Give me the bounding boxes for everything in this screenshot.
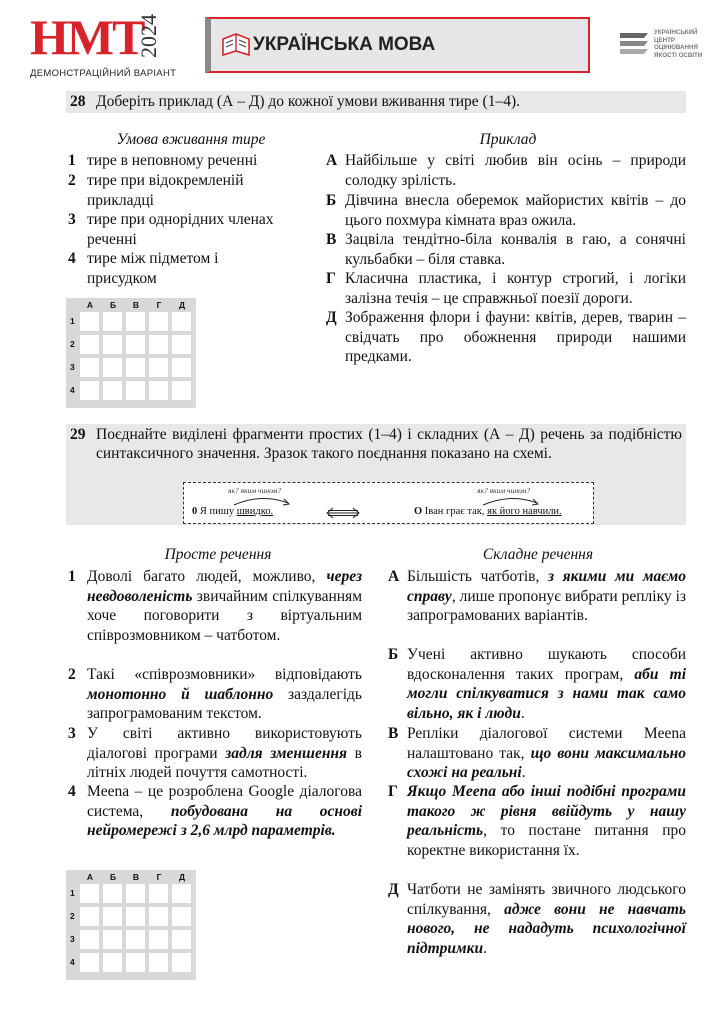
answer-grid-29 [66, 870, 196, 980]
answer-cell[interactable] [126, 335, 145, 354]
complex-sentence: Г Якщо Meena або інші подібні програми такого ж рівня ввійдуть у нашу реальність, то постане питання про коректне використання їх. [388, 783, 686, 859]
grid-row-label: 3 [70, 362, 75, 372]
answer-cell[interactable] [80, 884, 99, 903]
grid-column-label: А [86, 872, 94, 882]
task-text: Доберіть приклад (А – Д) до кожної умови вживання тире (1–4). [96, 93, 521, 110]
answer-cell[interactable] [103, 953, 122, 972]
variant-label: ДЕМОНСТРАЦІЙНИЙ ВАРІАНТ [30, 68, 177, 79]
answer-cell[interactable] [103, 312, 122, 331]
scheme-simple-sentence: 0 Я пишу швидко. [192, 506, 274, 517]
answer-cell[interactable] [172, 930, 191, 949]
answer-cell[interactable] [172, 953, 191, 972]
task-28-prompt [66, 91, 686, 113]
answer-cell[interactable] [80, 335, 99, 354]
scheme-question: як? яким чином? [477, 486, 531, 495]
grid-row-label: 3 [70, 934, 75, 944]
answer-cell[interactable] [126, 358, 145, 377]
task-number: 28 [70, 93, 86, 110]
answer-cell[interactable] [149, 312, 168, 331]
answer-cell[interactable] [126, 953, 145, 972]
complex-sentence: А Більшість чатботів, з якими ми маємо справу, лише пропонує вибрати репліку із запрограмованих варіантів. [388, 568, 687, 625]
grid-column-label: А [86, 300, 94, 310]
example-item: Д Зображення флори і фауни: квітів, дерев, тварин – свідчать про обожнення природи нашими предками. [326, 309, 686, 366]
grid-column-label: В [132, 872, 140, 882]
complex-sentence: В Репліки діалогової системи Meena налаштовано так, що вони максимально схожі на реальні. [388, 725, 687, 782]
answer-cell[interactable] [103, 358, 122, 377]
ucequality-logo [618, 27, 718, 63]
scheme-complex-sentence: О Іван грає так, як його навчили. [414, 506, 562, 517]
complex-sentence: Д Чатботи не замінять звичного людського спілкування, адже вони не навчать нового, не нададуть психологічної підтримки. [388, 881, 686, 957]
complex-sentence: Б Учені активно шукають способи вдосконалення таких програм, аби ті могли спілкуватися з нами так само вільно, як і люди. [388, 646, 687, 722]
grid-column-label: В [132, 300, 140, 310]
book-icon [221, 31, 251, 59]
condition-item: 3 тире при однорідних членах реченні [68, 211, 274, 248]
subject-banner [205, 17, 590, 73]
condition-item: 1 тире в неповному реченні [68, 152, 258, 169]
answer-cell[interactable] [172, 381, 191, 400]
center-name: УКРАЇНСЬКИЙ ЦЕНТР ОЦІНЮВАННЯ ЯКОСТІ ОСВІТИ [654, 29, 703, 59]
grid-row-label: 4 [70, 957, 75, 967]
answer-cell[interactable] [149, 930, 168, 949]
condition-item: 4 тире між підметом і присудком [68, 250, 219, 287]
logo-text: НМТ [30, 9, 144, 65]
answer-cell[interactable] [149, 907, 168, 926]
grid-column-label: Г [156, 872, 162, 882]
answer-cell[interactable] [80, 312, 99, 331]
grid-column-label: Д [178, 872, 186, 882]
answer-cell[interactable] [149, 884, 168, 903]
simple-sentence: 4 Meena – це розроблена Google діалогова система, побудована на основі нейромережі з 2,6 млрд параметрів. [68, 783, 362, 840]
answer-cell[interactable] [126, 381, 145, 400]
subject-title: УКРАЇНСЬКА МОВА [253, 34, 436, 55]
answer-cell[interactable] [80, 381, 99, 400]
answer-cell[interactable] [172, 907, 191, 926]
answer-cell[interactable] [103, 884, 122, 903]
scheme-question: як? яким чином? [228, 486, 282, 495]
grid-column-label: Б [109, 300, 117, 310]
task-text: Поєднайте виділені фрагменти простих (1–4) і складних (А – Д) речень за подібністю синтаксичного значення. Зразок такого поєднання показано на схемі. [96, 426, 682, 462]
answer-cell[interactable] [103, 907, 122, 926]
grid-row-label: 1 [70, 888, 75, 898]
answer-cell[interactable] [126, 930, 145, 949]
answer-cell[interactable] [80, 907, 99, 926]
double-arrow-icon [326, 507, 360, 519]
task-number: 29 [70, 426, 86, 443]
simple-sentence: 1 Доволі багато людей, можливо, через невдоволеність звичайним спілкуванням хоче поговорити з віртуальним співрозмовником – чатботом. [68, 568, 362, 644]
column-title: Приклад [479, 131, 537, 148]
answer-cell[interactable] [80, 358, 99, 377]
answer-cell[interactable] [80, 953, 99, 972]
grid-column-label: Д [178, 300, 186, 310]
grid-row-label: 1 [70, 316, 75, 326]
answer-cell[interactable] [172, 884, 191, 903]
nmt-logo [30, 9, 200, 82]
column-title: Складне речення [482, 546, 594, 563]
answer-cell[interactable] [149, 953, 168, 972]
answer-cell[interactable] [103, 930, 122, 949]
center-logo-icon [618, 29, 650, 59]
column-title: Просте речення [164, 546, 272, 563]
example-item: Г Класична пластика, і контур строгий, і логіки залізна течія – це справжньої поезії дороги. [326, 270, 686, 307]
example-item: В Зацвіла тендітно-біла конвалія в гаю, а сонячні кульбабки – біля ставка. [326, 231, 686, 268]
answer-cell[interactable] [172, 312, 191, 331]
logo-year: 2024 [136, 14, 161, 58]
answer-cell[interactable] [103, 381, 122, 400]
grid-row-label: 2 [70, 911, 75, 921]
answer-grid-28 [66, 298, 196, 408]
simple-sentence: 2 Такі «співрозмовники» відповідають монотонно й шаблонно заздалегідь запрограмованим текстом. [68, 666, 362, 723]
example-item: Б Дівчина внесла оберемок майористих квітів – до цього похмура кімната враз ожила. [326, 192, 686, 229]
answer-cell[interactable] [149, 335, 168, 354]
column-title: Умова вживання тире [116, 131, 266, 148]
grid-column-label: Г [156, 300, 162, 310]
grid-row-label: 4 [70, 385, 75, 395]
answer-cell[interactable] [149, 358, 168, 377]
answer-cell[interactable] [172, 358, 191, 377]
answer-cell[interactable] [149, 381, 168, 400]
example-item: А Найбільше у світі любив він осінь – природи солодку зрілість. [326, 152, 686, 189]
grid-column-label: Б [109, 872, 117, 882]
simple-sentence: 3 У світі активно використовують діалогові програми задля зменшення в літніх людей почуття самотності. [68, 725, 362, 782]
answer-cell[interactable] [126, 312, 145, 331]
answer-cell[interactable] [103, 335, 122, 354]
answer-cell[interactable] [172, 335, 191, 354]
sample-scheme [183, 482, 594, 524]
answer-cell[interactable] [126, 884, 145, 903]
answer-cell[interactable] [126, 907, 145, 926]
grid-row-label: 2 [70, 339, 75, 349]
condition-item: 2 тире при відокремленій прикладці [68, 172, 244, 209]
answer-cell[interactable] [80, 930, 99, 949]
